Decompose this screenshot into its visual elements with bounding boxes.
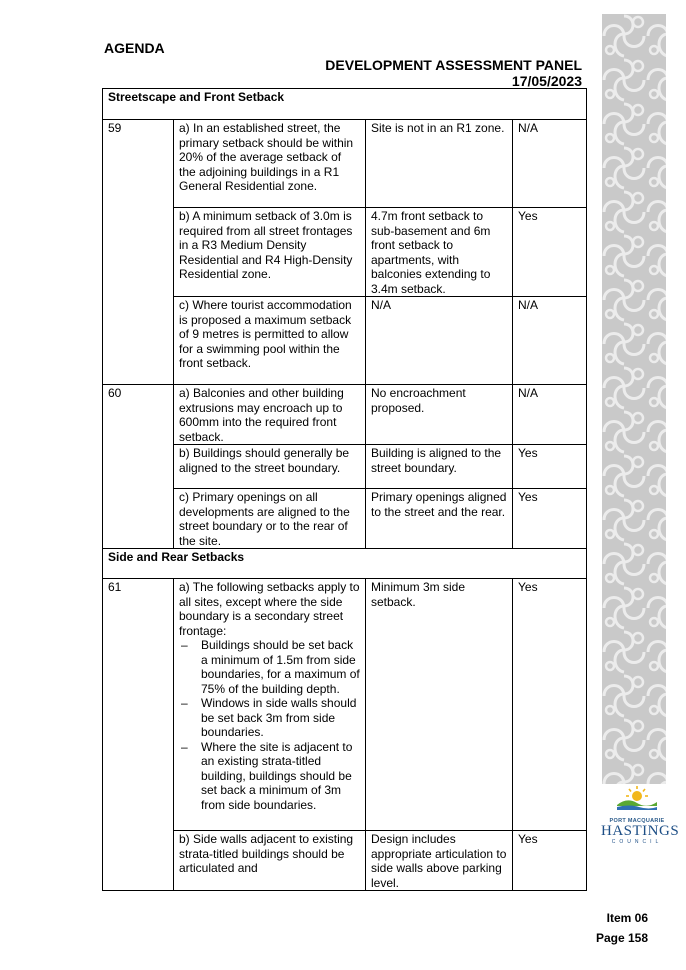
clause-number: 61 [103,579,174,891]
panel-title: DEVELOPMENT ASSESSMENT PANEL [325,57,582,73]
compliance-cell: N/A [513,120,587,208]
table-row [103,579,587,831]
table-row [103,445,587,489]
agenda-heading: AGENDA [104,40,165,56]
requirement-cell [174,579,366,831]
sun-and-hills-icon [615,785,659,813]
compliance-cell: Yes [513,579,587,831]
response-cell: Building is aligned to the street boundary. [366,445,513,489]
list-item: – Windows in side walls should be set back 3m from side boundaries. [179,696,360,740]
requirement-list [179,638,360,812]
requirement-cell: c) Where tourist accommodation is proposed a maximum setback of 9 metres is permitted to allow for a swimming pool within the front setback. [174,297,366,385]
response-cell: Design includes appropriate articulation to side walls above parking level. [366,831,513,891]
compliance-cell: N/A [513,385,587,445]
compliance-cell: Yes [513,208,587,297]
response-cell: Primary openings aligned to the street and the rear. [366,489,513,549]
decorative-sidebar [602,14,666,784]
requirement-cell: c) Primary openings on all developments are aligned to the street boundary or to the rear of the site. [174,489,366,549]
clause-number: 59 [103,120,174,385]
requirement-cell: b) Buildings should generally be aligned to the street boundary. [174,445,366,489]
requirement-text: a) The following setbacks apply to all sites, except where the side boundary is a secondary street frontage: [179,580,360,638]
section-title: Streetscape and Front Setback [103,89,587,120]
swirl-pattern [602,14,666,784]
meeting-date: 17/05/2023 [511,73,582,89]
table-row [103,208,587,297]
response-cell: 4.7m front setback to sub-basement and 6m front setback to apartments, with balconies extending to 3.4m setback. [366,208,513,297]
table-row [103,489,587,549]
logo-line-2: HASTINGS [601,823,680,839]
assessment-table [102,88,587,891]
table-row [103,297,587,385]
section-row [103,549,587,579]
list-item: – Where the site is adjacent to an existing strata-titled building, buildings should be set back a minimum of 3m from side boundaries. [179,740,360,813]
response-cell: N/A [366,297,513,385]
table-row [103,831,587,891]
section-row [103,89,587,120]
table-row [103,120,587,208]
logo-line-1: PORT MACQUARIE [609,818,665,824]
compliance-cell: Yes [513,445,587,489]
compliance-cell: Yes [513,831,587,891]
clause-number: 60 [103,385,174,549]
list-item: – Buildings should be set back a minimum of 1.5m from side boundaries, for a maximum of 75% of the building depth. [179,638,360,696]
logo-line-3: COUNCIL [611,839,663,845]
requirement-cell: a) In an established street, the primary setback should be within 20% of the average setback of the adjoining buildings in a R1 General Residential zone. [174,120,366,208]
section-title: Side and Rear Setbacks [103,549,587,579]
requirement-cell: b) A minimum setback of 3.0m is required from all street frontages in a R3 Medium Density Residential and R4 High-Density Residential zone. [174,208,366,297]
compliance-cell: Yes [513,489,587,549]
response-cell: No encroachment proposed. [366,385,513,445]
council-logo [601,785,680,845]
item-number: Item 06 [606,911,648,925]
requirement-cell: a) Balconies and other building extrusions may encroach up to 600mm into the required front setback. [174,385,366,445]
response-cell: Site is not in an R1 zone. [366,120,513,208]
response-cell: Minimum 3m side setback. [366,579,513,831]
requirement-cell: b) Side walls adjacent to existing strata-titled buildings should be articulated and [174,831,366,891]
compliance-cell: N/A [513,297,587,385]
page-number: Page 158 [595,931,648,945]
table-row [103,385,587,445]
